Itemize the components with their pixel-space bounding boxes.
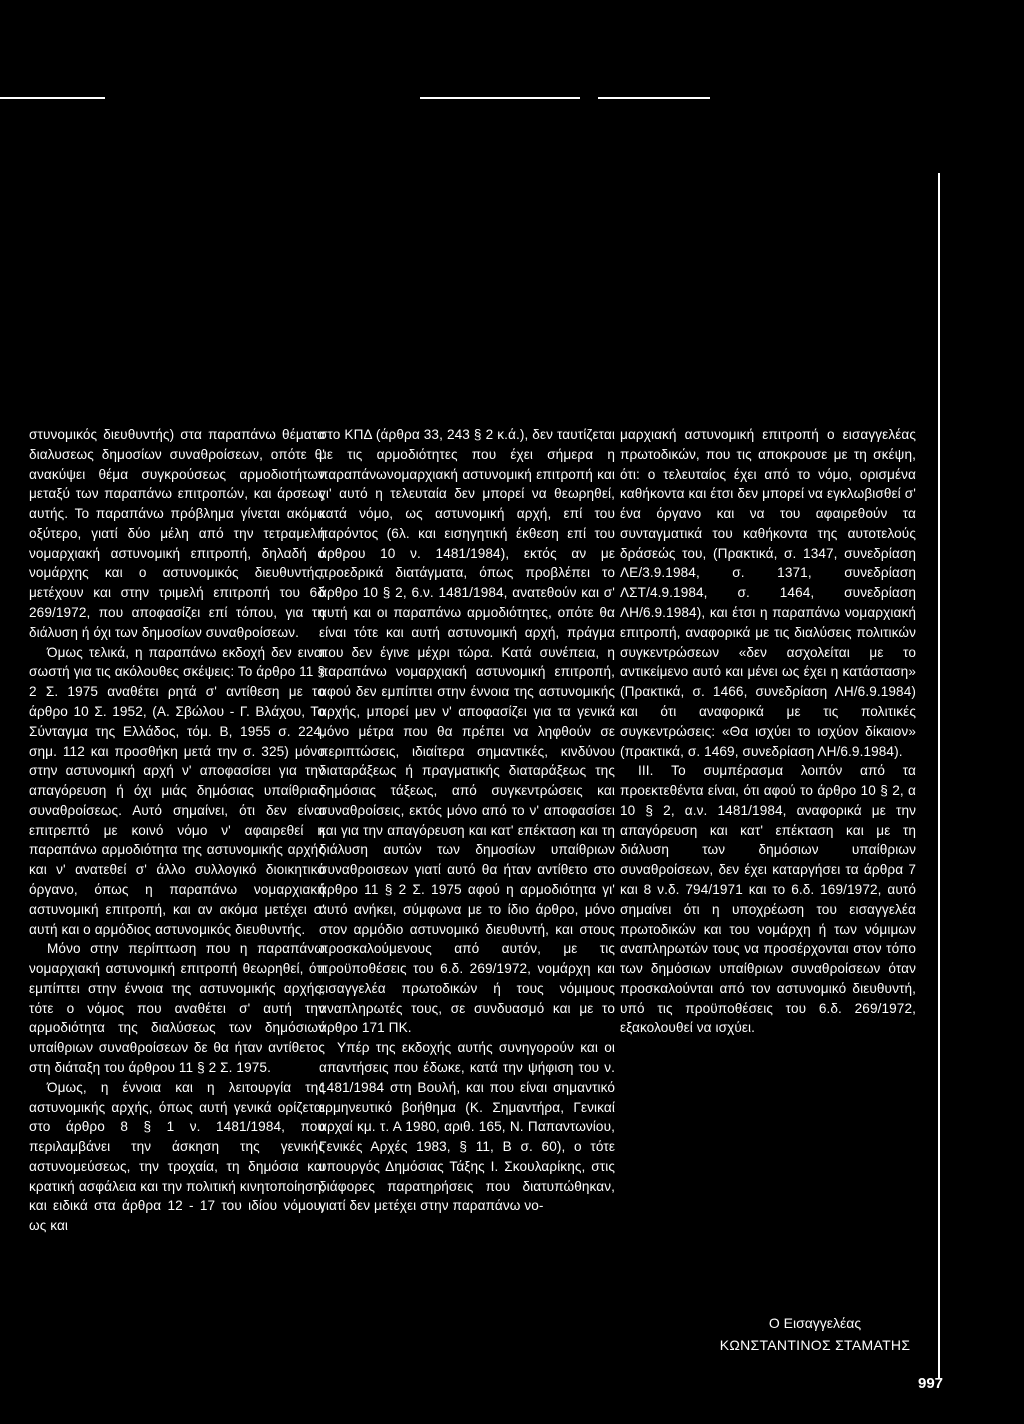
paragraph: στυνομικός διευθυντής) στα παραπάνω θέματα διαλυσεως δημοσίων συναθροίσεων, οπότε θ' ανακύψει θέμα συγκρούσεως αρμοδιοτήτων μεταξύ των παραπάνω επιτροπών, και άρσεως αυτής. Το παραπάνω πρόβλημα γίνεται ακόμα οξύτερο, γιατί δύο μέλη από την τετραμελή νομαρχιακή αστυνομική επιτροπή, δηλαδή ο νομάρχης και ο αστυνομικός διευθυντής, μετέχουν και στην τριμελή επιτροπή του 6δ 269/1972, που αποφασίζει επί τόπου, για τη διάλυση ή όχι των δημοσίων συναθροίσεων. [29,427,325,640]
vertical-rule [938,173,940,1378]
paragraph: Όμως, η έννοια και η λειτουργία της αστυνομικής αρχής, όπως αυτή γενικά ορίζεται στο άρθρο 8 § 1 ν. 1481/1984, που περιλαμβάνει την άσκηση της γενικής αστυνομεύσεως, την τροχαία, τη δημόσια και κρατική ασφάλεια και την πολιτική κινητοποίηση, και ειδικά στα άρθρα 12 - 17 του ιδίου νόμου, ως και [29,1079,325,1234]
paragraph: μαρχιακή αστυνομική επιτροπή ο εισαγγελέας πρωτοδικών, που τις αποκρουσε με τη σκέψη, ότι: ο τελευταίος έχει από το νόμο, ορισμένα καθήκοντα και έτσι δεν μπορεί να εγκλωβισθεί σ' ένα όργανο και να του αφαιρεθούν τα συνταγματικά του καθήκοντα της αυτοτελούς δράσεώς του, (Πρακτικά, σ. 1347, συνεδρίαση ΛΕ/3.9.1984, σ. 1371, συνεδρίαση ΛΣΤ/4.9.1984, σ. 1464, συνεδρίαση ΛΗ/6.9.1984), και έτσι η παραπάνω νομαρχιακή επιτροπή, αναφορικά με τις διαλύσεις πολιτικών συγκεντρώσεων «δεν ασχολείται με το αντικείμενο αυτό και μένει ως έχει η κατάσταση» (Πρακτικά, σ. 1466, συνεδρίαση ΛΗ/6.9.1984) και ότι αναφορικά με τις πολιτικές συγκεντρώσεις: «Θα ισχύει το ισχύον δίκαιον» (πρακτικά, σ. 1469, συνεδρίαση ΛΗ/6.9.1984). [620,427,916,759]
top-rule-left [0,97,105,99]
paragraph: Μόνο στην περίπτωση που η παραπάνω νομαρχιακή αστυνομική επιτροπή θεωρηθεί, ότι εμπίπτει στην έννοια της αστυνομικής αρχής, τότε ο νόμος που αναθέτει σ' αυτή την αρμοδιότητα της διαλύσεως των δημόσιων υπαίθριων συναθροίσεων δε θα ήταν αντίθετος στη διάταξη του άρθρου 11 § 2 Σ. 1975. [29,941,325,1075]
top-rule-right [598,97,710,99]
text-column-3 [620,425,916,1038]
signature-name: ΚΩΝΣΤΑΝΤΙΝΟΣ ΣΤΑΜΑΤΗΣ [719,1337,911,1353]
text-column-2 [319,425,615,1216]
signature-title: Ο Εισαγγελέας [768,1315,862,1331]
page-number: 997 [918,1375,944,1392]
paragraph: Υπέρ της εκδοχής αυτής συνηγορούν και οι απαντήσεις που έδωκε, κατά την ψήφιση του ν. 1481/1984 στη Βουλή, και που είναι σημαντικό ερμηνευτικό βοήθημα (Κ. Σημαντήρα, Γενικαί αρχαί κμ. τ. Α 1980, αριθ. 165, Ν. Παπαντωνίου, Γενικές Αρχές 1983, § 11, Β σ. 60), ο τότε υπουργός Δημόσιας Τάξης Ι. Σκουλαρίκης, στις διάφορες παρατηρήσεις που διατυπώθηκαν, γιατί δεν μετέχει στην παραπάνω νο- [319,1040,615,1214]
top-rule-middle [420,97,580,99]
paragraph: III. Το συμπέρασμα λοιπόν από τα προεκτεθέντα είναι, ότι αφού το άρθρο 10 § 2, α 10 § 2, α.ν. 1481/1984, αναφορικά με την απαγόρευση και κατ' επέκταση και με τη διάλυση των δημόσιων υπαίθριων συναθροίσεων, δεν έχει καταργήσει τα άρθρα 7 και 8 ν.δ. 794/1971 και το 6.δ. 169/1972, αυτό σημαίνει ότι η υποχρέωση του εισαγγελέα πρωτοδικών και του νομάρχη ή των νόμιμων αναπληρωτών τους να προσέρχονται στον τόπο των δημόσιων υπαίθριων συναθροίσεων όταν προσκαλούνται από τον αστυνομικό διευθυντή, υπό τις προϋποθέσεις του 6.δ. 269/1972, εξακολουθεί να ισχύει. [620,763,916,1036]
text-column-1 [29,425,325,1236]
paragraph: στο ΚΠΔ (άρθρα 33, 243 § 2 κ.ά.), δεν ταυτίζεται με τις αρμοδιότητες που έχει σήμερα η παραπάνωνομαρχιακή αστυνομική επιτροπή και γι' αυτό η τελευταία δεν μπορεί να θεωρηθεί, κατά νόμο, ως αστυνομική αρχή, επί του παρόντος (6λ. και εισηγητική έκθεση επί του άρθρου 10 ν. 1481/1984), εκτός αν με προεδρικά διατάγματα, όπως προβλέπει το άρθρο 10 § 2, 6.ν. 1481/1984, ανατεθούν και σ' αυτή και οι παραπάνω αρμοδιότητες, οπότε θα είναι τότε και αυτή αστυνομική αρχή, πράγμα που δεν έγινε μέχρι τώρα. Κατά συνέπεια, η παραπάνω νομαρχιακή αστυνομική επιτροπή, αφού δεν εμπίπτει στην έννοια της αστυνομικής αρχής, μπορεί μεν ν' αποφασίζει για τα γενικά μόνο μέτρα που θα πρέπει να ληφθούν σε περιπτώσεις, ιδιαίτερα σημαντικές, κινδύνου διαταράξεως ή πραγματικής διαταράξεως της δημόσιας τάξεως, από συγκεντρώσεις και συναθροίσεις, εκτός μόνο από το ν' αποφασίσει και για την απαγόρευση και κατ' επέκταση και τη διάλυση αυτών των δημοσίων υπαίθριων συναθροισεων γιατί αυτό θα ήταν αντίθετο στο άρθρο 11 § 2 Σ. 1975 αφού η αρμοδιότητα γι' αυτό ανήκει, σύμφωνα με το ίδιο άρθρο, μόνο στον αρμόδιο αστυνομικό διευθυντή, και στους προσκαλούμενους από αυτόν, με τις προϋποθέσεις του 6.δ. 269/1972, νομάρχη και εισαγγελέα πρωτοδικών ή τους νόμιμους αναπληρωτές τους, σε συνδυασμό και με το άρθρο 171 ΠΚ. [319,427,615,1036]
paragraph: Όμως τελικά, η παραπάνω εκδοχή δεν ειναι σωστή για τις ακόλουθες σκέψεις: Το άρθρο 11 § 2 Σ. 1975 αναθέτει ρητά σ' αντίθεση με το άρθρο 10 Σ. 1952, (Α. Σβώλου - Γ. Βλάχου, Το Σύνταγμα της Ελλάδος, τόμ. Β, 1955 σ. 224, σημ. 112 και προσθήκη μετά την σ. 325) μόνο στην αστυνομική αρχή ν' αποφασίσει για την απαγόρευση ή όχι μιάς δημόσιας υπαίθριας συναθροίσεως. Αυτό σημαίνει, ότι δεν είναι επιτρεπτό με κοινό νόμο ν' αφαιρεθεί η παραπάνω αρμοδιότητα της αστυνομικής αρχής και ν' ανατεθεί σ' άλλο συλλογικό διοικητικό όργανο, όπως η παραπάνω νομαρχιακή αστυνομική επιτροπή, και αν ακόμα μετέχει σ' αυτή και ο αρμόδιος αστυνομικός διευθυντής. [29,644,325,937]
